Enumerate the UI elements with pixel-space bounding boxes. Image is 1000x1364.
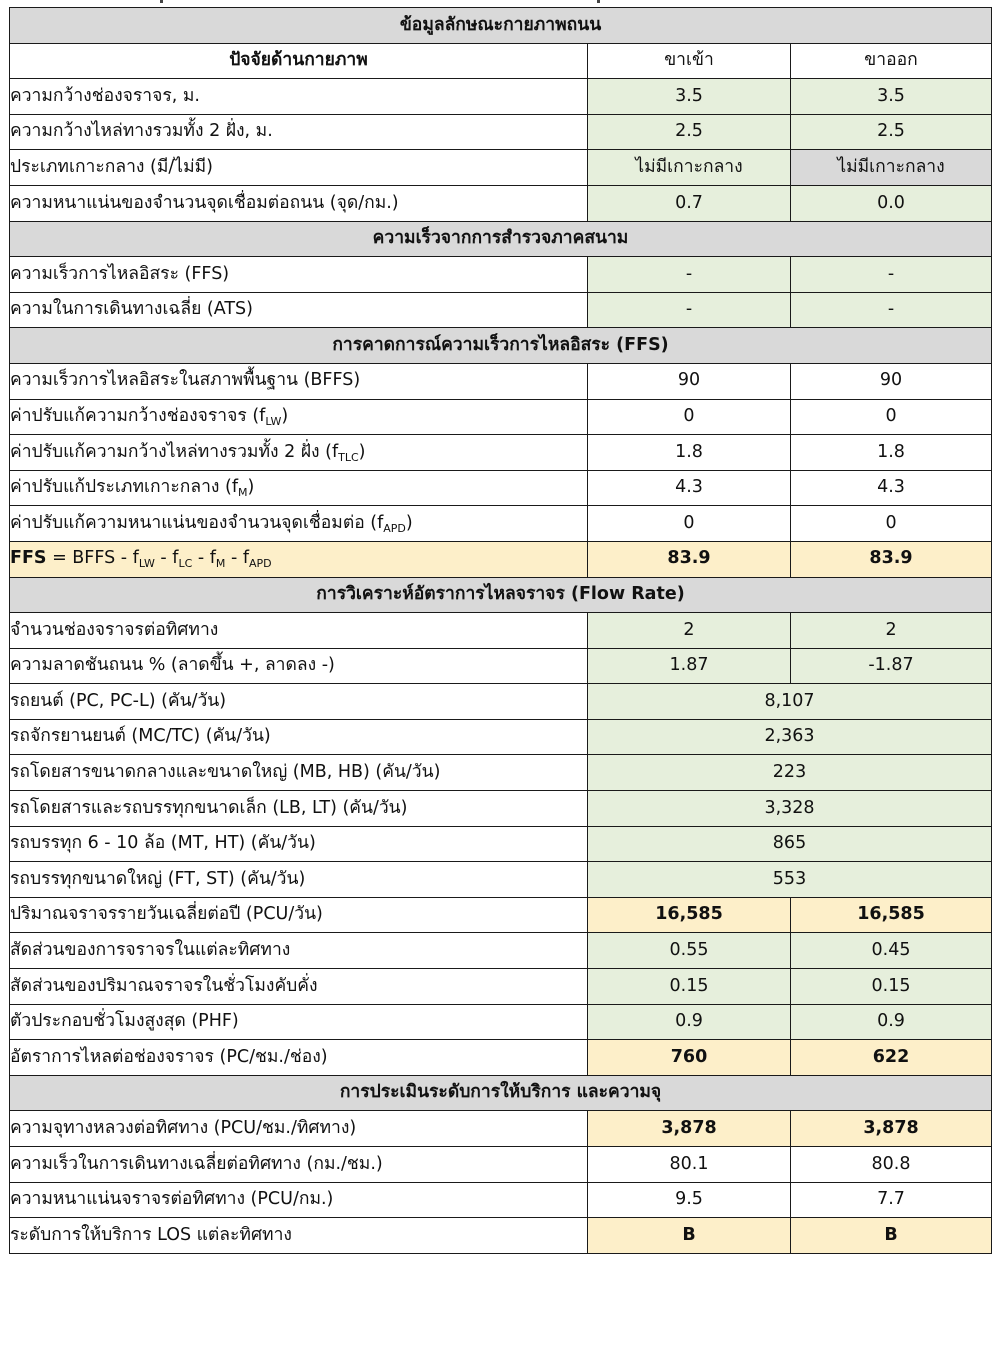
formula-ffs: FFS xyxy=(10,548,47,569)
table-row xyxy=(10,969,992,1005)
table-row xyxy=(10,791,992,827)
combined-value: 3,328 xyxy=(588,791,992,827)
combined-value: 8,107 xyxy=(588,684,992,720)
section-physical-header xyxy=(10,8,992,44)
section-flow-header xyxy=(10,577,992,613)
inbound-value: ไม่มีเกาะกลาง xyxy=(588,150,791,186)
inbound-value: 760 xyxy=(588,1040,791,1076)
formula-subscript: LW xyxy=(138,557,155,571)
section-los-header xyxy=(10,1075,992,1111)
inbound-value: 0.7 xyxy=(588,185,791,221)
outbound-value: 16,585 xyxy=(791,897,992,933)
row-label xyxy=(10,435,588,471)
inbound-value: 16,585 xyxy=(588,897,791,933)
outbound-value: 622 xyxy=(791,1040,992,1076)
table-row xyxy=(10,613,992,649)
table-row xyxy=(10,826,992,862)
row-label: ความลาดชันถนน % (ลาดขึ้น +, ลาดลง -) xyxy=(10,648,588,684)
row-label: ประเภทเกาะกลาง (มี/ไม่มี) xyxy=(10,150,588,186)
label-text: ค่าปรับแก้ความกว้างช่องจราจร (f xyxy=(10,406,266,427)
inbound-value: 3.5 xyxy=(588,79,791,115)
inbound-value: 0.55 xyxy=(588,933,791,969)
column-header-inbound: ขาเข้า xyxy=(588,43,791,79)
formula-part: = BFFS - f xyxy=(46,548,139,569)
table-row xyxy=(10,897,992,933)
inbound-value: 1.87 xyxy=(588,648,791,684)
row-label: รถโดยสารและรถบรรทุกขนาดเล็ก (LB, LT) (คัน/วัน) xyxy=(10,791,588,827)
label-text: ค่าปรับแก้ประเภทเกาะกลาง (f xyxy=(10,477,239,498)
column-header-row xyxy=(10,43,992,79)
inbound-value: - xyxy=(588,257,791,293)
section-title: การประเมินระดับการให้บริการ และความจุ xyxy=(10,1075,992,1111)
inbound-value: 83.9 xyxy=(588,541,791,577)
table-row xyxy=(10,470,992,506)
table-row xyxy=(10,257,992,293)
outbound-value: B xyxy=(791,1218,992,1254)
outbound-value: 3,878 xyxy=(791,1111,992,1147)
row-label xyxy=(10,506,588,542)
road-analysis-table xyxy=(9,7,992,1254)
table-row xyxy=(10,1004,992,1040)
outbound-value: 0.45 xyxy=(791,933,992,969)
row-label: รถจักรยานยนต์ (MC/TC) (คัน/วัน) xyxy=(10,719,588,755)
inbound-value: 3,878 xyxy=(588,1111,791,1147)
row-label: รถโดยสารขนาดกลางและขนาดใหญ่ (MB, HB) (คัน/วัน) xyxy=(10,755,588,791)
row-label: ความเร็วในการเดินทางเฉลี่ยต่อทิศทาง (กม./ชม.) xyxy=(10,1147,588,1183)
formula-subscript: LC xyxy=(178,557,193,571)
row-label: ความหนาแน่นของจำนวนจุดเชื่อมต่อถนน (จุด/กม.) xyxy=(10,185,588,221)
outbound-value: 2.5 xyxy=(791,114,992,150)
table-row xyxy=(10,684,992,720)
outbound-value: 4.3 xyxy=(791,470,992,506)
outbound-value: 0.9 xyxy=(791,1004,992,1040)
formula-part: - f xyxy=(154,548,179,569)
column-header-factor: ปัจจัยด้านกายภาพ xyxy=(10,43,588,79)
table-row xyxy=(10,862,992,898)
section-title: ข้อมูลลักษณะกายภาพถนน xyxy=(10,8,992,44)
row-label: รถยนต์ (PC, PC-L) (คัน/วัน) xyxy=(10,684,588,720)
table-row xyxy=(10,435,992,471)
outbound-value: -1.87 xyxy=(791,648,992,684)
table-row xyxy=(10,1147,992,1183)
table-row xyxy=(10,755,992,791)
row-label: ปริมาณจราจรรายวันเฉลี่ยต่อปี (PCU/วัน) xyxy=(10,897,588,933)
inbound-value: 0 xyxy=(588,399,791,435)
section-title: การคาดการณ์ความเร็วการไหลอิสระ (FFS) xyxy=(10,328,992,364)
formula-part: - f xyxy=(192,548,216,569)
outbound-value: 90 xyxy=(791,363,992,399)
section-title: การวิเคราะห์อัตราการไหลจราจร (Flow Rate) xyxy=(10,577,992,613)
table-row xyxy=(10,363,992,399)
inbound-value: B xyxy=(588,1218,791,1254)
row-label: ความจุทางหลวงต่อทิศทาง (PCU/ชม./ทิศทาง) xyxy=(10,1111,588,1147)
table-row xyxy=(10,114,992,150)
table-row xyxy=(10,1218,992,1254)
label-end: ) xyxy=(358,441,366,462)
cropped-top-edge xyxy=(0,0,1000,6)
outbound-value: 0.0 xyxy=(791,185,992,221)
table-row xyxy=(10,1040,992,1076)
label-subscript: APD xyxy=(383,521,406,535)
row-label: ระดับการให้บริการ LOS แต่ละทิศทาง xyxy=(10,1218,588,1254)
inbound-value: 2.5 xyxy=(588,114,791,150)
inbound-value: 1.8 xyxy=(588,435,791,471)
formula-part: - f xyxy=(225,548,249,569)
table-row xyxy=(10,1111,992,1147)
table-row xyxy=(10,150,992,186)
outbound-value: 0 xyxy=(791,399,992,435)
ffs-formula xyxy=(10,541,588,577)
outbound-value: 0 xyxy=(791,506,992,542)
outbound-value: 80.8 xyxy=(791,1147,992,1183)
row-label: ตัวประกอบชั่วโมงสูงสุด (PHF) xyxy=(10,1004,588,1040)
table-row xyxy=(10,185,992,221)
table-row xyxy=(10,1182,992,1218)
outbound-value: 83.9 xyxy=(791,541,992,577)
table-row xyxy=(10,506,992,542)
inbound-value: 4.3 xyxy=(588,470,791,506)
inbound-value: 0.15 xyxy=(588,969,791,1005)
label-subscript: TLC xyxy=(338,450,359,464)
row-label: ความหนาแน่นจราจรต่อทิศทาง (PCU/กม.) xyxy=(10,1182,588,1218)
inbound-value: - xyxy=(588,292,791,328)
inbound-value: 9.5 xyxy=(588,1182,791,1218)
table-row xyxy=(10,79,992,115)
formula-subscript: APD xyxy=(248,557,272,571)
table-row xyxy=(10,292,992,328)
inbound-value: 80.1 xyxy=(588,1147,791,1183)
row-label: ความเร็วการไหลอิสระ (FFS) xyxy=(10,257,588,293)
outbound-value: 1.8 xyxy=(791,435,992,471)
label-text: ค่าปรับแก้ความกว้างไหล่ทางรวมทั้ง 2 ฝั่ง (f xyxy=(10,441,339,462)
label-end: ) xyxy=(405,512,413,533)
row-label: รถบรรทุก 6 - 10 ล้อ (MT, HT) (คัน/วัน) xyxy=(10,826,588,862)
inbound-value: 0.9 xyxy=(588,1004,791,1040)
label-text: ค่าปรับแก้ความหนาแน่นของจำนวนจุดเชื่อมต่อ (f xyxy=(10,512,384,533)
row-label xyxy=(10,470,588,506)
label-subscript: M xyxy=(238,486,248,500)
outbound-value: - xyxy=(791,257,992,293)
row-label: ความกว้างไหล่ทางรวมทั้ง 2 ฝั่ง, ม. xyxy=(10,114,588,150)
outbound-value: 7.7 xyxy=(791,1182,992,1218)
outbound-value: ไม่มีเกาะกลาง xyxy=(791,150,992,186)
row-label: จำนวนช่องจราจรต่อทิศทาง xyxy=(10,613,588,649)
row-label: สัดส่วนของปริมาณจราจรในชั่วโมงคับคั่ง xyxy=(10,969,588,1005)
table-row xyxy=(10,648,992,684)
row-label: ความกว้างช่องจราจร, ม. xyxy=(10,79,588,115)
row-label: สัดส่วนของการจราจรในแต่ละทิศทาง xyxy=(10,933,588,969)
label-subscript: LW xyxy=(265,415,282,429)
row-label: อัตราการไหลต่อช่องจราจร (PC/ชม./ช่อง) xyxy=(10,1040,588,1076)
table-row xyxy=(10,399,992,435)
section-ffs-header xyxy=(10,328,992,364)
row-label xyxy=(10,399,588,435)
outbound-value: 3.5 xyxy=(791,79,992,115)
combined-value: 2,363 xyxy=(588,719,992,755)
section-title: ความเร็วจากการสำรวจภาคสนาม xyxy=(10,221,992,257)
combined-value: 865 xyxy=(588,826,992,862)
outbound-value: 0.15 xyxy=(791,969,992,1005)
column-header-outbound: ขาออก xyxy=(791,43,992,79)
label-end: ) xyxy=(247,477,255,498)
outbound-value: 2 xyxy=(791,613,992,649)
label-end: ) xyxy=(281,406,289,427)
inbound-value: 2 xyxy=(588,613,791,649)
row-label: รถบรรทุกขนาดใหญ่ (FT, ST) (คัน/วัน) xyxy=(10,862,588,898)
table-row xyxy=(10,933,992,969)
combined-value: 553 xyxy=(588,862,992,898)
outbound-value: - xyxy=(791,292,992,328)
table-row xyxy=(10,719,992,755)
formula-subscript: M xyxy=(215,557,226,571)
row-label: ความในการเดินทางเฉลี่ย (ATS) xyxy=(10,292,588,328)
inbound-value: 90 xyxy=(588,363,791,399)
inbound-value: 0 xyxy=(588,506,791,542)
ffs-result-row xyxy=(10,541,992,577)
section-survey-header xyxy=(10,221,992,257)
row-label: ความเร็วการไหลอิสระในสภาพพื้นฐาน (BFFS) xyxy=(10,363,588,399)
combined-value: 223 xyxy=(588,755,992,791)
